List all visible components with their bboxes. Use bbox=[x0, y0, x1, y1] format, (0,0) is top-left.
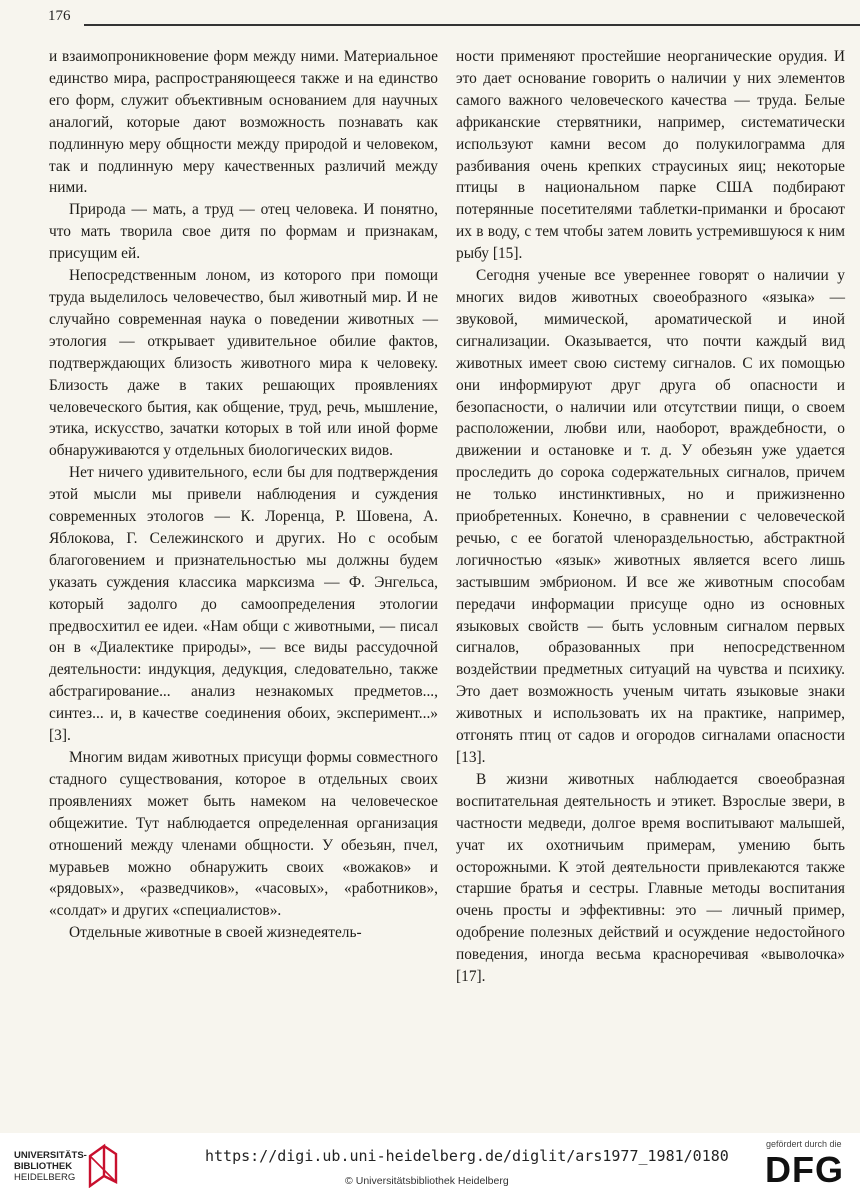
paragraph: Многим видам животных присущи формы совместного стадного существования, которое в отдельных своих проявлениях может быть намеком на человеческое общежитие. Тут наблюдается определенная организация отношений между членами общности. У обезьян, пчел, муравьев можно обнаружить своих «вожаков» и «рядовых», «разведчиков», «часовых», «работников», «солдат» и других «специалистов». bbox=[49, 749, 438, 920]
paragraph: и взаимопроникновение форм между ними. Материальное единство мира, распространяющееся также и на единство его форм, служит объективным основанием для научных аналогий, которые дают возможность познавать как подлинную меру общности между природой и человеком, так и подлинную меру качественных различий между ними. bbox=[49, 48, 438, 197]
copyright-icon: © bbox=[345, 1175, 353, 1187]
left-column bbox=[49, 46, 438, 944]
document-url-link[interactable]: https://digi.ub.uni-heidelberg.de/diglit/ars1977_1981/0180 bbox=[205, 1147, 729, 1165]
library-name-line1: UNIVERSITÄTS- bbox=[14, 1150, 87, 1161]
paragraph: Нет ничего удивительного, если бы для подтверждения этой мысли мы привели наблюдения и суждения современных этологов — К. Лоренца, Р. Шовена, А. Яблокова, Г. Сележинского и других. Но с особым благоговением и признательностью мы должны будем указать суждения классика марксизма — Ф. Энгельса, который задолго до самоопределения этологии предвосхитил ее идеи. «Нам общи с животными, — писал он в «Диалектике природы», — все виды рассудочной деятельности: индукция, дедукция, следовательно, также абстрагирование... анализ незнакомых предметов..., синтез... и, в качестве соединения обоих, эксперимент...» [3]. bbox=[49, 464, 438, 745]
footer-bar bbox=[0, 1133, 860, 1196]
library-name-line3: HEIDELBERG bbox=[14, 1172, 76, 1183]
dfg-logo-icon[interactable]: DFG bbox=[765, 1149, 844, 1190]
page-number: 176 bbox=[48, 8, 71, 24]
copyright-text: Universitätsbibliothek Heidelberg bbox=[355, 1175, 509, 1187]
copyright-notice bbox=[345, 1175, 509, 1187]
paragraph: ности применяют простейшие неорганические орудия. И это дает основание говорить о наличии у них элементов самого важного человеческого качества — труда. Белые африканские стервятники, например, систематически используют камни весом до полукилограмма для разбивания очень крепких страусиных яиц; некоторые птицы в национальном парке США подбирают потерянные посетителями таблетки-приманки и бросают их в воду, с тем чтобы затем ловить устремившуюся к ним рыбу [15]. bbox=[456, 48, 845, 263]
paragraph: В жизни животных наблюдается своеобразная воспитательная деятельность и этикет. Взрослые звери, в частности медведи, долгое время воспитывают малышей, учат их охотничьим примерам, умению быть осторожными. К этой деятельности привлекаются также старшие братья и сестры. Главные методы воспитания очень просты и эффективны: это — личный пример, одобрение полезных действий и осуждение недостойного поведения, иногда весьма красноречивая «выволочка» [17]. bbox=[456, 770, 845, 986]
header-rule bbox=[84, 24, 860, 26]
paragraph: Отдельные животные в своей жизнедеятель- bbox=[69, 924, 362, 942]
paragraph: Непосредственным лоном, из которого при помощи труда выделилось человечество, был животный мир. И не случайно современная наука о поведении животных — этология — открывает удивительное обилие фактов, подтверждающих близость животного мира к человеку. Близость даже в таких решающих проявлениях человеческого бытия, как общение, труд, речь, мышление, этика, искусство, зачатки которых в той или иной форме обнаруживаются у отдельных биологических видов. bbox=[49, 267, 438, 460]
ub-logo-text[interactable] bbox=[14, 1150, 87, 1183]
funding-note: gefördert durch die bbox=[766, 1139, 842, 1149]
library-name-line2: BIBLIOTHEK bbox=[14, 1161, 73, 1172]
paragraph: Природа — мать, а труд — отец человека. И понятно, что мать творила свое дитя по формам и признакам, присущим ей. bbox=[49, 201, 438, 263]
paragraph: Сегодня ученые все увереннее говорят о наличии у многих видов животных своеобразного «языка» — звуковой, мимической, ароматической и иной сигнализации. Оказывается, что почти каждый вид животных имеет свою систему сигналов. С их помощью они информируют друг друга об опасности и безопасности, о наличии или отсутствии пищи, о своем расположении, любви или, наоборот, враждебности, о движении и остановке и т. д. У обезьян уже удается проследить до сорока содержательных сигналов, причем не только инстинктивных, но и прижизненно приобретенных. Конечно, в сравнении с человеческой речью, с ее богатой членораздельностью, абстрактной логичностью «язык» животных является всего лишь застывшим эмбрионом. И все же животным способам передачи информации присуще одно из основных языковых свойств — быть условным сигналом первых сигналов, образованных при непосредственном воздействии предметных ситуаций на чувства и психику. Это дает возможность ученым читать языковые знаки животных и использовать их на практике, например, отгонять птиц от садов и огородов сигналами опасности [13]. bbox=[456, 267, 845, 766]
right-column bbox=[456, 46, 845, 988]
ub-heidelberg-logo-icon bbox=[86, 1142, 120, 1188]
